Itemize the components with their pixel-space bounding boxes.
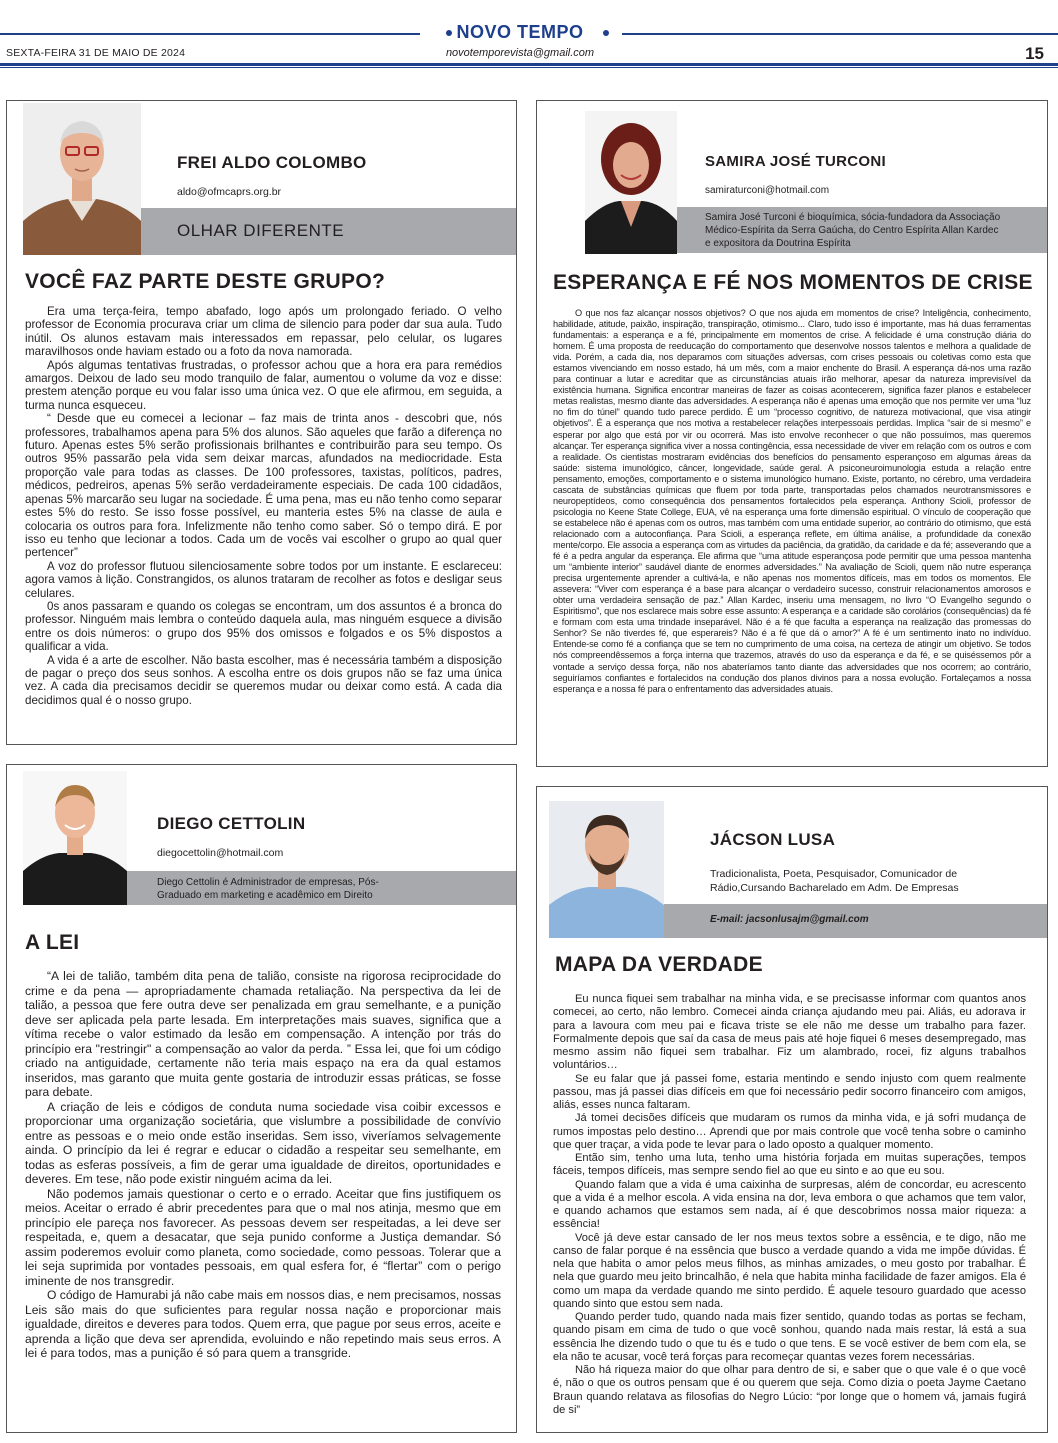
paragraph: Eu nunca fiquei sem trabalhar na minha vida, e se precisasse informar com quantos anos comecei, ao certo, não lembro. Comecei ainda criança ajudando meu pai. Aliás, eu adorava ir para a lavoura com meu pai e ficava triste se ele não me desse um trabalho para fazer. Formalmente depois que saí da casa de meus pais até hoje fiquei 6 meses desempregado, mas mesmo assim não fiquei sem trabalhar. Fiz um alambrado, rocei, fiz alguns trabalhos voluntários… [553,993,1026,1072]
page-number: 15 [1025,44,1044,63]
masthead-title: NOVO TEMPO [456,22,584,42]
paragraph: Quando perder tudo, quando nada mais fizer sentido, quando todas as portas se fecham, quando pisam em cima de tudo o que você sonhou, quando nada mais restar, lá está a sua essência lhe dizendo tudo o que tu és e tudo o que tens. E se você estiver de bem com ela, se ela não te acusar, você terá forças para recomeçar quantas vezes forem necessárias. [553,1311,1026,1363]
paragraph: Quando falam que a vida é uma caixinha de surpresas, além de concordar, eu acrescento que a vida é a melhor escola. A vida ensina na dor, leva embora o que achamos que tem valor, e quando achamos que estamos sem nada, aí é que descobrimos nossa maior riqueza: a essência! [553,1178,1026,1231]
paragraph: Você já deve estar cansado de ler nos meus textos sobre a essência, e te digo, não me canso de falar porque é na essência que busco a verdade quando a vida me impõe dúvidas. É nela que habita o amor pelos meus filhos, as minhas amizades, o meu gosto por trabalhar. É nela que guardo meu jeito brincalhão, é nela que habita minha facilidade de fazer amigos. Ela é como um mapa da verdade quando me sinto perdido. É aquele tesouro guardado que acesso quando sinto que estou sem nada. [553,1231,1026,1310]
paragraph: Não há riqueza maior do que olhar para dentro de si, e saber que o que vale é o que você é, não o que os outros pensam que é ou querem que seja. Como dizia o poeta Jayme Caetano Braun quando relatava as filosofias do Negro Lúcio: “por longe que o homem vá, jamais fugirá de si” [553,1364,1026,1416]
paragraph: A voz do professor flutuou silenciosamente sobre todos por um instante. E esclareceu: agora vamos à lição. Constrangidos, os alunos trataram de recolher as fotos e desligar seus celulares. [25,559,502,600]
article-box-diego-cettolin [6,764,517,1433]
author-photo-samira-turconi [585,111,677,254]
article-title: MAPA DA VERDADE [555,953,763,976]
paragraph: Era uma terça-feira, tempo abafado, logo após um prolongado feriado. O velho professor de Economia procurava criar um clima de silencio para poder dar sua aula. Tudo inútil. Os alunos estavam mais interessados em repassar, pelo celular, os lugares maravilhosos onde haviam estado ou a foto da nova namorada. [25,305,502,359]
paragraph: O que nos faz alcançar nossos objetivos? O que nos ajuda em momentos de crise? Inteligência, conhecimento, habilidade, atitude, paixão, inspiração, transpiração, otimismo... Claro, tudo isso é importante, mas há duas ferramentas fundamentais: a esperança e a fé, principalmente em momentos de crise. A felicidade é uma construção diária do homem. É uma proposta de reeducação do comportamento que desenvolve nossos talentos e melhora a qualidade de vida. Porém, a cada dia, nos deparamos com situações adversas, com crises pessoais ou coletivas como esta que estamos vivenciando em nosso estado, há um mês, com a maior enchente do Brasil. A esperança dá-nos uma razão para continuar a lutar e acreditar que as circunstâncias atuais irão melhorar, apesar da natureza imprevisível da existência humana. Significa encontrar maneiras de fazer as coisas acontecerem, significa fazer planos e estabelecer metas realistas, mesmo diante das adversidades. A esperança não é apenas uma emoção que nos permite ver uma “luz no fim do túnel” quando tudo parece perdido. É um “processo cognitivo, de natureza motivacional, que visa atingir objetivos”. É a esperança que nos motiva a restabelecer relações interpessoais perdidas. Implica “sair de si mesmo” e esperar por algo que está por vir ou ocorrerá. Mas isto envolve reconhecer o que não possuímos, mas queremos alcançar. Ter esperança significa viver a nossa contingência, essa necessidade de viver em relação com os outros e com a realidade. Os cientistas mostraram evidências dos benefícios do pensamento esperançoso em algumas áreas da saúde: sistema imunológico, câncer, longevidade, saúde geral. A psiconeuroimunologia estuda a relação entre pensamento, emoções, comportamento e o sistema imunológico humano. Existe, portanto, no cérebro, uma verdadeira cascata de substâncias químicas que fluem por toda parte, transportadas pelos chamados neurotransmissores e neuropeptídeos, como consequência dos pensamentos fortalecidos pela esperança. Anthony Scioli, professor de psicologia no Keene State College, EUA, vê na esperança uma forte dimensão espiritual. O vínculo de cooperação que se estabelece não é apenas com os outros, mas também com uma entidade superior, ao contrário do otimismo, que está relacionado com a autoconfiança. Para Scioli, a esperança reflete, em última análise, a profundidade da conexão mente/corpo. Ele associa a esperança com as virtudes da paciência, da gratidão, da caridade e da fé; asseverando que a fé é a pedra angular da esperança. Ele afirma que “uma atitude esperançosa pode permitir que uma pessoa mantenha um “ambiente interior” saudável diante de enormes adversidades.” Na avaliação de Scioli, quem não nutre esperança precisa urgentemente aprender a cultivá-la, e não apenas nos momentos difíceis, mas em todos os momentos. Ele assevera: “Viver com esperança é a base para alcançar o verdadeiro sucesso, construir relacionamentos amorosos e obter uma verdadeira sensação de paz.” Allan Kardec, inseriu uma mensagem, no livro “O Evangelho segundo o Espiritismo”, que nos esclarece mais sobre esse assunto: A esperança e a caridade são corolários (consequências) da fé e formam com esta uma trindade inseparável. Não é a fé que faculta a esperança na realização das promessas do Senhor? Se não tiverdes fé, que esperareis? Não é a fé que dá o amor?” A fé é um sentimento inato no indivíduo. Entende-se como fé a confiança que se tem no cumprimento de uma coisa, na certeza de atingir um objetivo. Se todos nós compreendêssemos a força interna que trazemos, através do uso da esperança e da fé, e se quiséssemos pôr a vontade a serviço dessa força, não nos abateríamos tanto diante das adversidades que nos ocorrem; ao contrário, seguiríamos confiantes e fortalecidos na condução dos planos divinos para a nossa evolução. Fortaleçamos a nossa esperança e a nossa fé para o enfrentamento das adversidades atuais. [553,308,1031,694]
masthead-rule-left [0,33,420,35]
author-name: DIEGO CETTOLIN [157,814,306,833]
paragraph: “ Desde que eu comecei a lecionar – faz mais de trinta anos - descobri que, nós professores, trabalhamos apena para 5% dos alunos. São aqueles que farão a diferença no futuro. Apenas estes 5% serão profissionais brilhantes e contribuirão para seu tempo. Os outros 95% passarão pela vida sem deixar marcas, afundados na mediocridade. Esta proporção vale para todas as classes. De 100 professores, taxistas, políticos, padres, médicos, pedreiros, apenas 5% serão verdadeiramente especiais. De cada 100 cidadãos, apenas 5% marcarão seu lugar na sociedade. É uma pena, mas eu não tenho como separar estes 5% do resto. Se isso fosse possível, eu manteria estes 5% na classe de aula e colocaria os outros para fora. Infelizmente não tenho como saber. Só o tempo dirá. E por isso eu tenho que lecionar a todos. Cada um de vocês vai escolher o grupo ao qual quer pertencer” [25,412,502,560]
author-photo-aldo-colombo [23,103,141,255]
paragraph: A vida é a arte de escolher. Não basta escolher, mas é necessária também a disposição de pagar o preço dos seus sonhos. A escolha entre os dois grupos não se faz uma única vez. A cada dia precisamos decidir se queremos mudar ou deixar como está. A cada dia decidimos qual é o nosso grupo. [25,653,502,707]
author-photo-diego-cettolin [23,771,127,905]
article-body [25,305,502,707]
author-name: FREI ALDO COLOMBO [177,153,367,172]
article-body [25,969,501,1361]
issue-date: SEXTA-FEIRA 31 DE MAIO DE 2024 [6,47,186,59]
portrait-photo-icon [585,111,677,254]
article-box-aldo-colombo [6,100,517,745]
header-rule-thin [0,67,1058,68]
article-title: ESPERANÇA E FÉ NOS MOMENTOS DE CRISE [553,271,1033,294]
article-body [553,993,1026,1417]
author-email: diegocettolin@hotmail.com [157,847,284,859]
author-email: samiraturconi@hotmail.com [705,185,830,196]
article-body [553,308,1031,695]
author-name: SAMIRA JOSÉ TURCONI [705,153,886,170]
author-email: aldo@ofmcaprs.org.br [177,186,282,198]
author-bio: Tradicionalista, Poeta, Pesquisador, Comunicador de Rádio,Cursando Bacharelado em Adm. De Empresas [710,868,959,894]
masthead-bullet-right [603,30,609,36]
author-bio: Diego Cettolin é Administrador de empresas, Pós-Graduado em marketing e acadêmico em Direito [157,877,379,901]
paragraph: Se eu falar que já passei fome, estaria mentindo e sendo injusto com quem realmente passou, mas já passei dias difíceis em que foi necessário pedir socorro financeiro com amigos, aliás, esses nunca faltaram. [553,1072,1026,1111]
author-photo-jacson-lusa [549,801,664,938]
masthead-rule-right [622,33,1058,35]
article-box-samira-turconi [536,100,1048,767]
paragraph: Após algumas tentativas frustradas, o professor achou que a hora era para remédios amargos. Deixou de lado seu modo tranquilo de falar, aumentou o volume da voz e disse: prestem atenção porque eu vou falar isso uma única vez. O que ele afirmou, em seguida, a turma nunca esqueceu. [25,358,502,412]
column-title: OLHAR DIFERENTE [177,221,345,240]
article-title: A LEI [25,931,80,954]
portrait-photo-icon [549,801,664,938]
paragraph: 0s anos passaram e quando os colegas se encontram, um dos assuntos é a bronca do professor. Ninguém mais lembra o conteúdo daquela aula, mas ninguém esquece a divisão entre os dois números: o grupo dos 95% dos omissos e folgados e os 5% dispostos a qualificar a vida. [25,599,502,654]
article-box-jacson-lusa [536,786,1048,1433]
author-email: E-mail: jacsonlusajm@gmail.com [710,914,869,925]
paragraph: A criação de leis e códigos de conduta numa sociedade visa coibir excessos e proporcionar uma organização societária, que vislumbre a possibilidade de convívio entre as pessoas e o meio onde estão inseridas. Sem isso, viveríamos selvagemente ainda. O princípio da lei é regrar e educar o cidadão a respeitar seu semelhante, em todas as esferas possíveis, a fim de gerar uma igualdade de direitos, oportunidades e deveres. Em tese, não pode existir ninguém acima da lei. [25,1099,501,1186]
paragraph: O código de Hamurabi já não cabe mais em nossos dias, e nem precisamos, nossas Leis são mais do que suficientes para regular nossa nação e proporcionar mais igualdade, direitos e deveres para todos. Quem erra, que pague por seus erros, aceite e aprenda a lição que deva ser aprendida, evoluindo e não repetindo mais seus erros. A lei é para todos, mas a punição é só para quem a transgride. [25,1288,501,1360]
article-title: VOCÊ FAZ PARTE DESTE GRUPO? [25,270,386,293]
paragraph: Então sim, tenho uma luta, tenho uma história forjada em muitas superações, tempos fáceis, tempos difíceis, mas sempre sendo fiel ao que eu sinto e ao que eu sou. [553,1152,1026,1178]
portrait-photo-icon [23,771,127,905]
portrait-photo-icon [23,103,141,255]
publication-email: novotemporevista@gmail.com [445,47,595,59]
author-bio: Samira José Turconi é bioquímica, sócia-fundadora da Associação Médico-Espírita da Serra Gaúcha, do Centro Espírita Allan Kardec e expositora da Doutrina Espírita [705,212,1001,249]
author-name: JÁCSON LUSA [710,830,836,849]
paragraph: Não podemos jamais questionar o certo e o errado. Aceitar que fins justifiquem os meios. Aceitar o errado é abrir precedentes para que o mal nos atinja, mesmo que em princípio ele pareça nos favorecer. As pessoas devem ser respeitadas, a lei deve ser respeitada, e, quem a desacatar, que seja punido conforme a Justiça demandar. Só assim poderemos evoluir como planeta, como sociedade, como pessoas. Tolerar que a lei seja suprimida por vontades pessoais, em qual esfera for, é “flertar” com o perigo iminente de nos transgredir. [25,1186,501,1288]
paragraph: Já tomei decisões difíceis que mudaram os rumos da minha vida, e já sofri mudança de rumos impostas pelo destino… Aprendi que por mais controle que você tenha sobre o caminho que quer traçar, a vida pode te levar para o lado oposto a qualquer momento. [553,1112,1026,1151]
paragraph: “A lei de talião, também dita pena de talião, consiste na rigorosa reciprocidade do crime e da pena — apropriadamente chamada retaliação. Na perspectiva da lei de talião, a pessoa que fere outra deve ser penalizada em grau semelhante, e a punição deve ser aplicada pela parte lesada. Em interpretações mais suaves, significa que a vítima recebe o valor estimado da lesão em compensação. A intenção por trás do princípio era "restringir" a compensação ao valor da perda. ” Essa lei, que foi um código criado na antiguidade, certamente não teria mais espaço na era da qual estamos inseridos, mas garanto que muita gente gostaria de introduzir essas práticas, se fosse para debate. [25,969,501,1099]
header-rule [0,63,1058,66]
